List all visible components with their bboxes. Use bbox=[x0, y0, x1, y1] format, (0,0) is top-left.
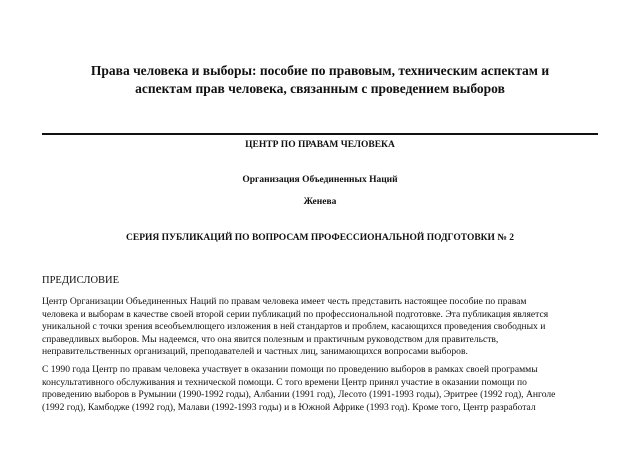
text-line: (1992 год), Камбодже (1992 год), Малави (1992-1993 годы) и в Южной Африке (1993 год). Кроме того, Центр разработал bbox=[42, 401, 536, 413]
text-line: С 1990 года Центр по правам человека участвует в оказании помощи по проведению выборов в рамках своей программы bbox=[42, 364, 538, 375]
city-name: Женева bbox=[303, 197, 337, 207]
text-line: уникальной с точки зрения всеобъемлющего изложения в ней стандартов и проблем, касающихся проведения свободных и bbox=[42, 321, 546, 332]
text-line: справедливых выборов. Мы надеемся, что она явится полезным и практичным руководством для правительств, bbox=[42, 333, 499, 345]
series-heading: СЕРИЯ ПУБЛИКАЦИЙ ПО ВОПРОСАМ ПРОФЕССИОНАЛЬНОЙ ПОДГОТОВКИ № 2 bbox=[126, 233, 514, 243]
organization-name: Организация Объединенных Наций bbox=[242, 175, 398, 185]
paragraph-2 bbox=[42, 364, 602, 414]
title-line: Права человека и выборы: пособие по правовым, техническим аспектам и bbox=[90, 63, 550, 78]
center-heading: ЦЕНТР ПО ПРАВАМ ЧЕЛОВЕКА bbox=[245, 140, 395, 150]
title-line: аспектам прав человека, связанным с проведением выборов bbox=[135, 81, 505, 96]
text-line: Центр Организации Объединенных Наций по правам человека имеет честь представить настоящее пособие по правам bbox=[42, 296, 527, 307]
text-line: неправительственных организаций, преподавателей и частных лиц, занимающихся вопросами выборов. bbox=[42, 346, 468, 357]
document-title bbox=[0, 62, 640, 98]
preface-heading: ПРЕДИСЛОВИЕ bbox=[42, 275, 120, 286]
text-line: консультативного обслуживания и технической помощи. С того времени Центр принял участие в оказании помощи по bbox=[42, 376, 527, 388]
text-line: проведению выборов в Румынии (1990-1992 годы), Албании (1991 год), Лесото (1991-1993 годы), Эритрее (1992 год), Анголе bbox=[42, 389, 556, 400]
text-line: человека и выборам в качестве своей второй серии публикаций по профессиональной подготовке. Эта публикация является bbox=[42, 308, 549, 320]
horizontal-rule bbox=[42, 133, 598, 135]
paragraph-1 bbox=[42, 296, 602, 359]
